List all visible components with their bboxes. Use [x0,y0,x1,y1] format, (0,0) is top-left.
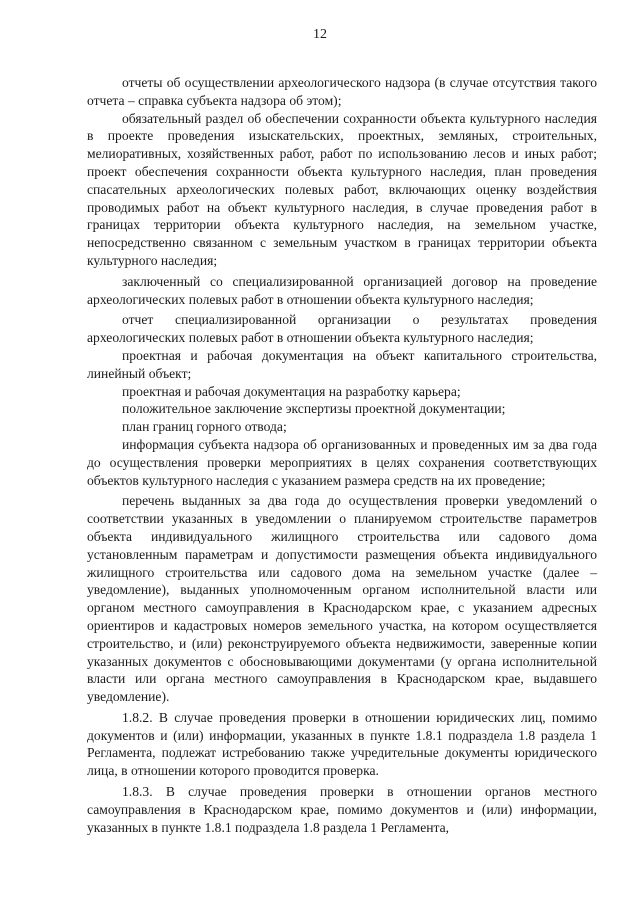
page-number: 12 [313,27,327,42]
paragraph-clause-1-8-2: 1.8.2. В случае проведения проверки в отношении юридических лиц, помимо документов и (или) информации, указанных в пункте 1.8.1 подраздела 1.8 раздела 1 Регламента, подлежат истребованию также учредительные документы юридического лица, в отношении которого проводится проверка. [87,709,597,779]
paragraph-quarry-documentation: проектная и рабочая документация на разработку карьера; [122,383,461,399]
paragraph-heritage-preservation-section: обязательный раздел об обеспечении сохранности объекта культурного наследия в проекте проведения изыскательских, проектных, земляных, строительных, мелиоративных, хозяйственных работ, работ по использованию лесов и иных работ; проект обеспечения сохранности объекта культурного наследия, план проведения спасательных археологических полевых работ, включающих оценку воздействия проводимых работ на объект культурного наследия, в случае проведения работ в границах территории объекта культурного наследия, на земельном участке, непосредственно связанном с земельным участком в границах территории объекта культурного наследия; [87,110,597,268]
document-body [87,74,597,836]
paragraph-clause-1-8-3: 1.8.3. В случае проведения проверки в отношении органов местного самоуправления в Краснодарском крае, помимо документов и (или) информации, указанных в пункте 1.8.1 подраздела 1.8 раздела 1 Регламента, [87,784,597,835]
paragraph-expertise-conclusion: положительное заключение экспертизы проектной документации; [122,401,506,417]
paragraph-archaeological-works-contract: заключенный со специализированной организацией договор на проведение археологических полевых работ в отношении объекта культурного наследия; [87,273,597,307]
paragraph-archaeological-supervision-reports: отчеты об осуществлении археологического надзора (в случае отсутствия такого отчета – справка субъекта надзора об этом); [87,75,597,108]
paragraph-preservation-measures-info: информация субъекта надзора об организованных и проведенных им за два года до осуществления проверки мероприятиях в целях сохранения соответствующих объектов культурного наследия с указанием размера средств на их проведение; [87,436,597,488]
paragraph-issued-notifications-list: перечень выданных за два года до осуществления проверки уведомлений о соответствии указанных в уведомлении о планируемом строительстве параметров объекта индивидуального жилищного строительства или садового дома установленным параметрам и допустимости размещения объекта индивидуального жилищного строительства или садового дома на земельном участке (далее – уведомление), выданных уполномоченным органом исполнительной власти или органом местного самоуправления в Краснодарском крае, с указанием адресных ориентиров и кадастровых номеров земельного участка, на котором осуществляется строительство, и (или) реконструируемого объекта недвижимости, заверенные копии указанных документов с обосновывающими документами (у органа исполнительной власти или органа местного самоуправления в Краснодарском крае, выдавшего уведомление). [87,493,597,705]
paragraph-mining-allotment-plan: план границ горного отвода; [122,419,287,435]
paragraph-capital-construction-documentation: проектная и рабочая документация на объект капитального строительства, линейный объект; [87,347,597,381]
paragraph-specialized-organization-report: отчет специализированной организации о результатах проведения археологических полевых работ в отношении объекта культурного наследия; [87,312,597,346]
